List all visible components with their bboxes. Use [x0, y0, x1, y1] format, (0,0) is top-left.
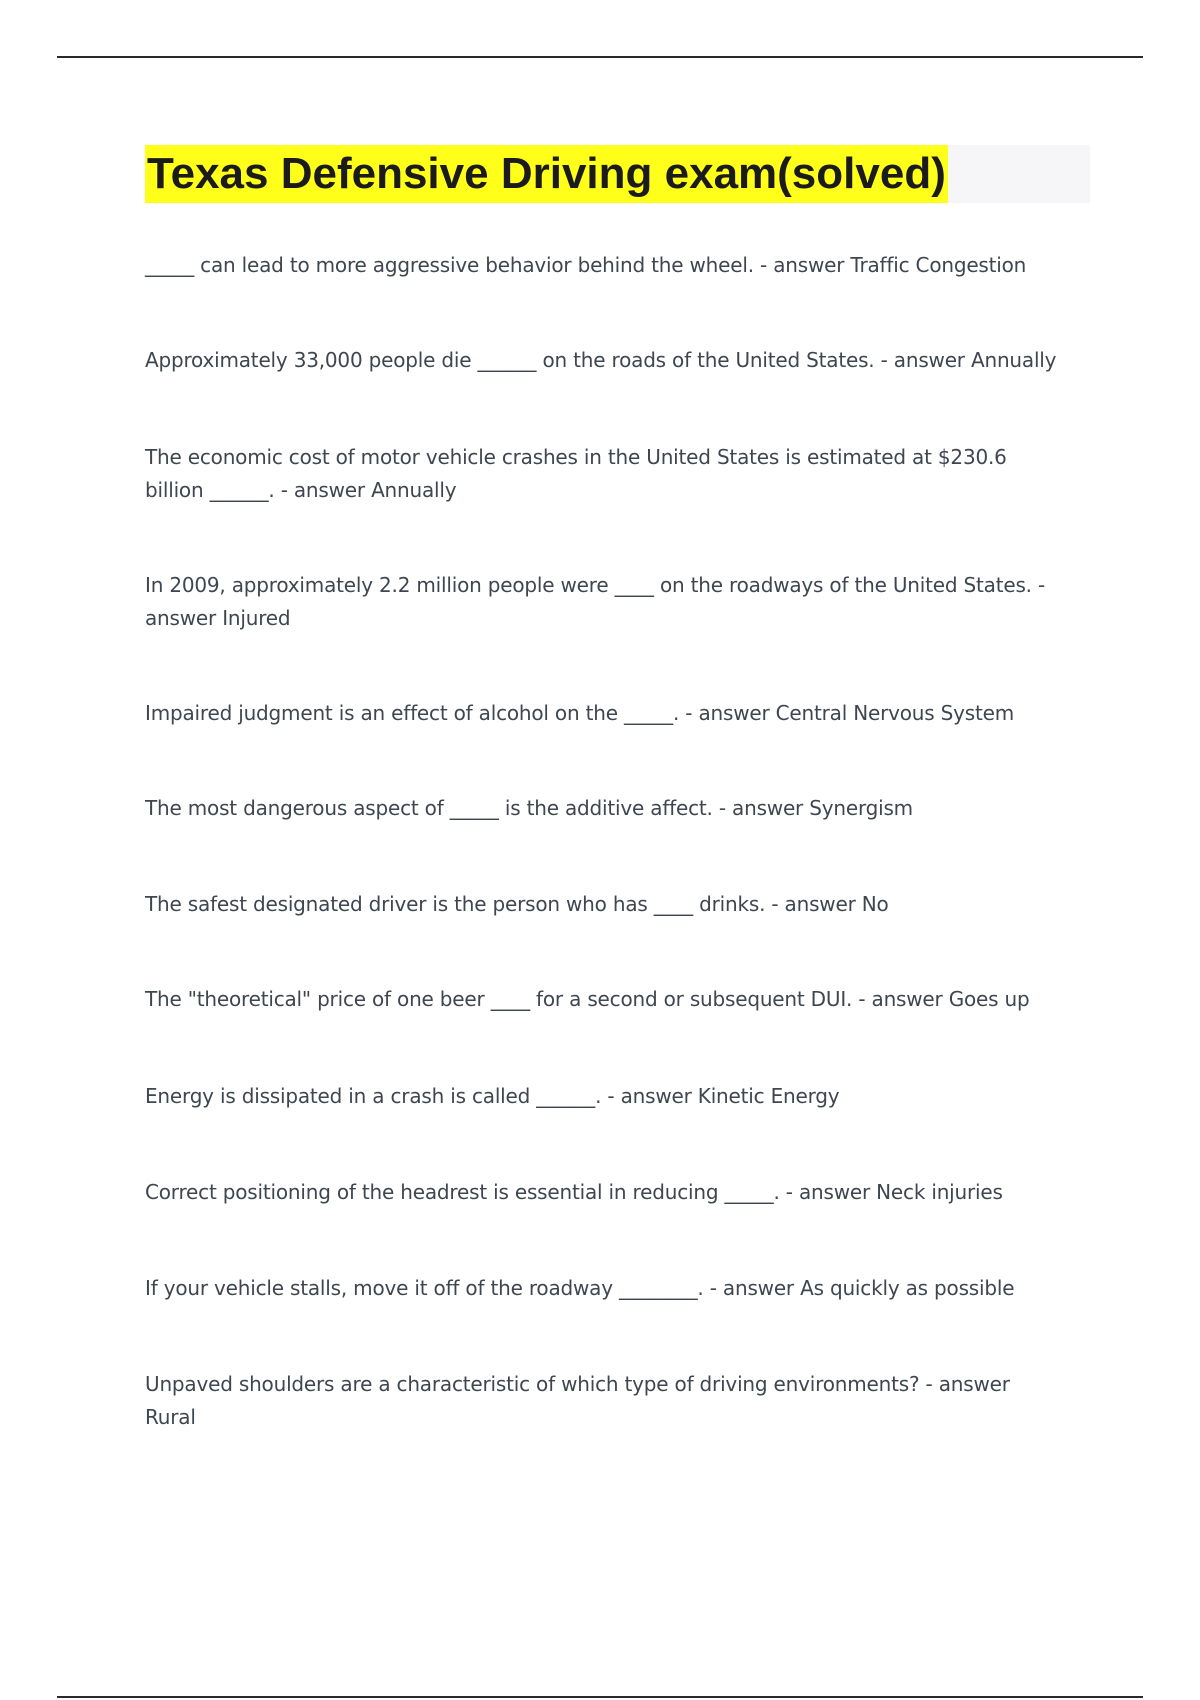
qa-item: Correct positioning of the headrest is essential in reducing _____. - answer Neck injuries	[145, 1180, 1003, 1204]
qa-item: _____ can lead to more aggressive behavior behind the wheel. - answer Traffic Congestion	[145, 253, 1027, 277]
qa-item: In 2009, approximately 2.2 million people were ____ on the roadways of the United States. - answer Injured	[145, 573, 1046, 630]
qa-item: Unpaved shoulders are a characteristic of which type of driving environments? - answer Rural	[145, 1372, 1010, 1429]
qa-item: Impaired judgment is an effect of alcohol on the _____. - answer Central Nervous System	[145, 701, 1015, 725]
document-title: Texas Defensive Driving exam(solved)	[145, 145, 948, 203]
bottom-rule	[57, 1696, 1143, 1698]
title-block	[145, 145, 1090, 203]
qa-item: If your vehicle stalls, move it off of the roadway ________. - answer As quickly as possible	[145, 1276, 1015, 1300]
qa-item: Approximately 33,000 people die ______ on the roads of the United States. - answer Annually	[145, 348, 1057, 372]
qa-item: The economic cost of motor vehicle crashes in the United States is estimated at $230.6 billion ______. - answer Annually	[145, 445, 1007, 502]
top-rule	[57, 56, 1143, 58]
qa-item: The most dangerous aspect of _____ is the additive affect. - answer Synergism	[145, 796, 913, 820]
qa-item: Energy is dissipated in a crash is called ______. - answer Kinetic Energy	[145, 1084, 840, 1108]
qa-item: The safest designated driver is the person who has ____ drinks. - answer No	[145, 892, 889, 916]
qa-item: The "theoretical" price of one beer ____ for a second or subsequent DUI. - answer Goes up	[145, 987, 1030, 1011]
